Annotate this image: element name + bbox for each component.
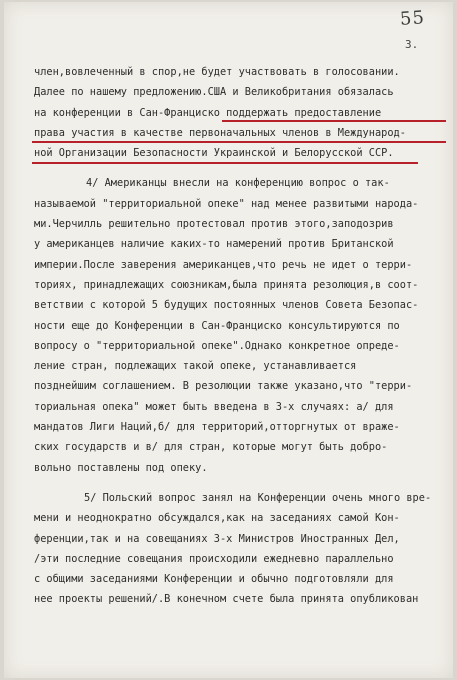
text-line: 5/ Польский вопрос занял на Конференции очень много вре- bbox=[84, 491, 432, 504]
document-body bbox=[34, 62, 442, 610]
text-line: член,вовлеченный в спор,не будет участвовать в голосовании. bbox=[34, 66, 400, 78]
text-line: ских государств и в/ для стран, которые могут быть добро- bbox=[34, 441, 388, 454]
paragraph-2 bbox=[34, 173, 442, 477]
text-line: вопросу о "территориальной опеке".Однако конкретное опреде- bbox=[34, 339, 400, 352]
text-line: мандатов Лиги Наций,б/ для территорий,отторгнутых от враже- bbox=[34, 421, 400, 434]
text-line: ториальная опека" может быть введена в 3-х случаях: а/ для bbox=[34, 400, 394, 413]
red-underline bbox=[222, 120, 446, 122]
text-line: вольно поставлены под опеку. bbox=[34, 461, 208, 474]
text-line: ференции,так и на совещаниях 3-х Министров Иностранных Дел, bbox=[34, 532, 400, 545]
document-page bbox=[4, 2, 453, 678]
text-line: ности еще до Конференции в Сан-Франциско консультируются по bbox=[34, 319, 400, 332]
text-line: называемой "территориальной опеке" над менее развитыми народа- bbox=[34, 197, 419, 210]
red-underline bbox=[32, 141, 446, 143]
paragraph-1 bbox=[34, 62, 442, 163]
text-line: /эти последние совещания происходили ежедневно параллельно bbox=[34, 552, 394, 565]
red-underline bbox=[32, 162, 418, 164]
text-line: права участия в качестве первоначальных членов в Международ- bbox=[34, 126, 406, 139]
text-line: ление стран, подлежащих такой опеке, устанавливается bbox=[34, 360, 357, 373]
text-line: ми.Черчилль решительно протестовал против этого,заподозрив bbox=[34, 218, 394, 231]
text-line: ной Организации Безопасности Украинской и Белорусской ССР. bbox=[34, 147, 394, 160]
page-number: 3. bbox=[405, 38, 419, 51]
text-line: Далее по нашему предложению.США и Великобритания обязалась bbox=[34, 86, 394, 99]
text-line: позднейшим соглашением. В резолюции также указано,что "терри- bbox=[34, 380, 413, 393]
text-line: ториях, принадлежащих союзникам,была принята резолюция,в соот- bbox=[34, 278, 419, 291]
archive-folio-number: 55 bbox=[399, 7, 426, 30]
text-line: нее проекты решений/.В конечном счете была принята опубликован bbox=[34, 593, 419, 606]
text-line: мени и неоднократно обсуждался,как на заседаниях самой Кон- bbox=[34, 512, 400, 525]
text-line: у американцев наличие каких-то намерений против Британской bbox=[34, 238, 394, 251]
text-line: ветствии с которой 5 будущих постоянных членов Совета Безопас- bbox=[34, 299, 419, 312]
text-line: империи.После заверения американцев,что речь не идет о терри- bbox=[34, 258, 413, 271]
text-line: 4/ Американцы внесли на конференцию вопрос о так- bbox=[86, 177, 390, 190]
text-line: с общими заседаниями Конференции и обычно подготовляли для bbox=[34, 573, 394, 586]
paragraph-3 bbox=[34, 488, 442, 610]
text-line: на конференции в Сан-Франциско поддержать предоставление bbox=[34, 106, 382, 119]
